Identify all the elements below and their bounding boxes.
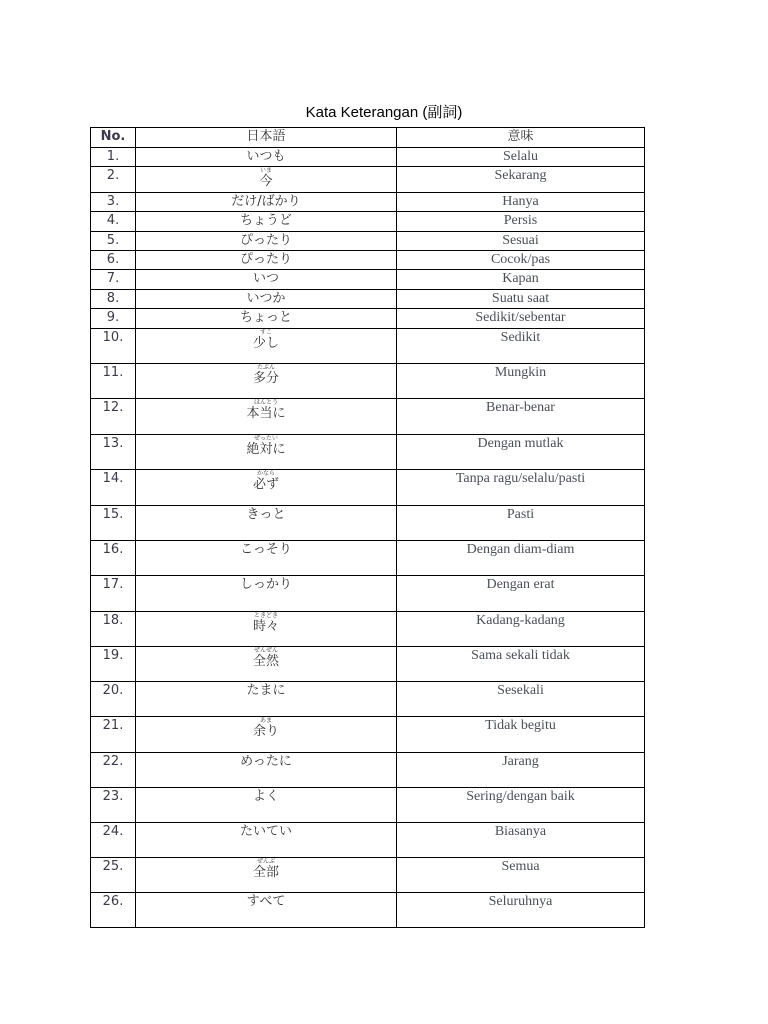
row-number: 21. [91, 717, 136, 753]
indonesian-meaning: Selalu [397, 148, 645, 167]
row-number: 22. [91, 753, 136, 788]
furigana-reading: ほんとう [253, 399, 278, 406]
vocabulary-table [90, 127, 645, 928]
japanese-word: ちょうど [136, 212, 397, 232]
japanese-word: ぴったり [136, 251, 397, 270]
indonesian-meaning: Tidak begitu [397, 717, 645, 753]
indonesian-meaning: Sama sekali tidak [397, 647, 645, 682]
row-number: 5. [91, 232, 136, 251]
japanese-word: こっそり [136, 541, 397, 576]
indonesian-meaning: Pasti [397, 506, 645, 541]
japanese-word: よく [136, 788, 397, 823]
indonesian-meaning: Semua [397, 858, 645, 893]
table-row [91, 270, 645, 290]
table-body [91, 148, 645, 928]
row-number: 14. [91, 470, 136, 506]
row-number: 15. [91, 506, 136, 541]
row-number: 9. [91, 309, 136, 329]
row-number: 2. [91, 167, 136, 193]
kanji-base: 時々 [252, 619, 279, 634]
indonesian-meaning: Jarang [397, 753, 645, 788]
furigana-reading: ぜったい [254, 435, 278, 442]
indonesian-meaning: Sesuai [397, 232, 645, 251]
japanese-word: たいてい [136, 823, 397, 858]
kanji-base: 絶対に [246, 442, 286, 457]
table-row [91, 506, 645, 541]
row-number: 18. [91, 612, 136, 647]
document-title: Kata Keterangan (副詞) [305, 104, 463, 121]
japanese-word [136, 435, 397, 470]
japanese-word: しっかり [136, 576, 397, 612]
row-number: 17. [91, 576, 136, 612]
japanese-word [136, 858, 397, 893]
indonesian-meaning: Sedikit [397, 329, 645, 364]
table-row [91, 399, 645, 435]
indonesian-meaning: Sedikit/sebentar [397, 309, 645, 329]
row-number: 7. [91, 270, 136, 290]
table-row [91, 470, 645, 506]
row-number: 12. [91, 399, 136, 435]
indonesian-meaning: Hanya [397, 193, 645, 212]
row-number: 19. [91, 647, 136, 682]
header-meaning: 意味 [397, 128, 645, 148]
header-japanese: 日本語 [136, 128, 397, 148]
japanese-word [136, 470, 397, 506]
furigana-reading: あま [259, 717, 272, 724]
table-row [91, 682, 645, 717]
japanese-word [136, 167, 397, 193]
table-row [91, 193, 645, 212]
row-number: 20. [91, 682, 136, 717]
table-row [91, 858, 645, 893]
japanese-word: ちょっと [136, 309, 397, 329]
japanese-word [136, 647, 397, 682]
indonesian-meaning: Mungkin [397, 364, 645, 399]
furigana-group [253, 647, 279, 669]
table-row [91, 309, 645, 329]
furigana-group [253, 717, 279, 739]
indonesian-meaning: Biasanya [397, 823, 645, 858]
table-row [91, 290, 645, 309]
table-row [91, 364, 645, 399]
indonesian-meaning: Cocok/pas [397, 251, 645, 270]
indonesian-meaning: Dengan diam-diam [397, 541, 645, 576]
table-row [91, 212, 645, 232]
japanese-word: いつ [136, 270, 397, 290]
table-row [91, 647, 645, 682]
furigana-reading: ぜんぜん [253, 647, 278, 654]
furigana-reading: いま [259, 167, 272, 174]
indonesian-meaning: Tanpa ragu/selalu/pasti [397, 470, 645, 506]
row-number: 6. [91, 251, 136, 270]
row-number: 3. [91, 193, 136, 212]
row-number: 16. [91, 541, 136, 576]
row-number: 25. [91, 858, 136, 893]
furigana-reading: すこ [259, 329, 272, 336]
table-row [91, 167, 645, 193]
indonesian-meaning: Persis [397, 212, 645, 232]
indonesian-meaning: Sekarang [397, 167, 645, 193]
kanji-base: 本当に [246, 406, 286, 421]
kanji-base: 全部 [252, 865, 279, 880]
table-row [91, 717, 645, 753]
kanji-base: 今 [259, 174, 273, 189]
furigana-reading: ぜんぶ [256, 858, 275, 865]
row-number: 8. [91, 290, 136, 309]
table-row [91, 893, 645, 928]
table-row [91, 251, 645, 270]
kanji-base: 余り [252, 724, 279, 739]
furigana-group [253, 612, 279, 634]
kanji-base: 少し [252, 336, 279, 351]
table-row [91, 576, 645, 612]
row-number: 11. [91, 364, 136, 399]
japanese-word: いつか [136, 290, 397, 309]
japanese-word: だけ/ばかり [136, 193, 397, 212]
indonesian-meaning: Dengan mutlak [397, 435, 645, 470]
indonesian-meaning: Dengan erat [397, 576, 645, 612]
furigana-reading: かなら [256, 470, 275, 477]
row-number: 24. [91, 823, 136, 858]
indonesian-meaning: Sering/dengan baik [397, 788, 645, 823]
header-number: No. [91, 128, 136, 148]
kanji-base: 全然 [252, 654, 279, 669]
row-number: 4. [91, 212, 136, 232]
table-row [91, 753, 645, 788]
indonesian-meaning: Seluruhnya [397, 893, 645, 928]
japanese-word [136, 612, 397, 647]
furigana-group [259, 167, 272, 189]
indonesian-meaning: Sesekali [397, 682, 645, 717]
japanese-word: ぴったり [136, 232, 397, 251]
japanese-word [136, 329, 397, 364]
japanese-word [136, 364, 397, 399]
furigana-reading: ときどき [253, 612, 278, 619]
furigana-group [253, 470, 279, 492]
kanji-base: 多分 [252, 371, 279, 386]
furigana-group [246, 399, 285, 421]
table-row [91, 612, 645, 647]
japanese-word: いつも [136, 148, 397, 167]
row-number: 23. [91, 788, 136, 823]
row-number: 26. [91, 893, 136, 928]
japanese-word: たまに [136, 682, 397, 717]
table-row [91, 148, 645, 167]
japanese-word [136, 717, 397, 753]
kanji-base: 必ず [252, 477, 279, 492]
furigana-group [253, 858, 279, 880]
table-header-row [91, 128, 645, 148]
table-row [91, 823, 645, 858]
furigana-group [253, 364, 279, 386]
japanese-word [136, 399, 397, 435]
table-row [91, 435, 645, 470]
table-row [91, 541, 645, 576]
row-number: 13. [91, 435, 136, 470]
japanese-word: きっと [136, 506, 397, 541]
furigana-group [253, 329, 279, 351]
row-number: 10. [91, 329, 136, 364]
row-number: 1. [91, 148, 136, 167]
indonesian-meaning: Suatu saat [397, 290, 645, 309]
japanese-word: めったに [136, 753, 397, 788]
table-row [91, 788, 645, 823]
japanese-word: すべて [136, 893, 397, 928]
indonesian-meaning: Kadang-kadang [397, 612, 645, 647]
furigana-reading: たぶん [256, 364, 275, 371]
indonesian-meaning: Kapan [397, 270, 645, 290]
furigana-group [246, 435, 285, 457]
table-row [91, 232, 645, 251]
indonesian-meaning: Benar-benar [397, 399, 645, 435]
table-row [91, 329, 645, 364]
